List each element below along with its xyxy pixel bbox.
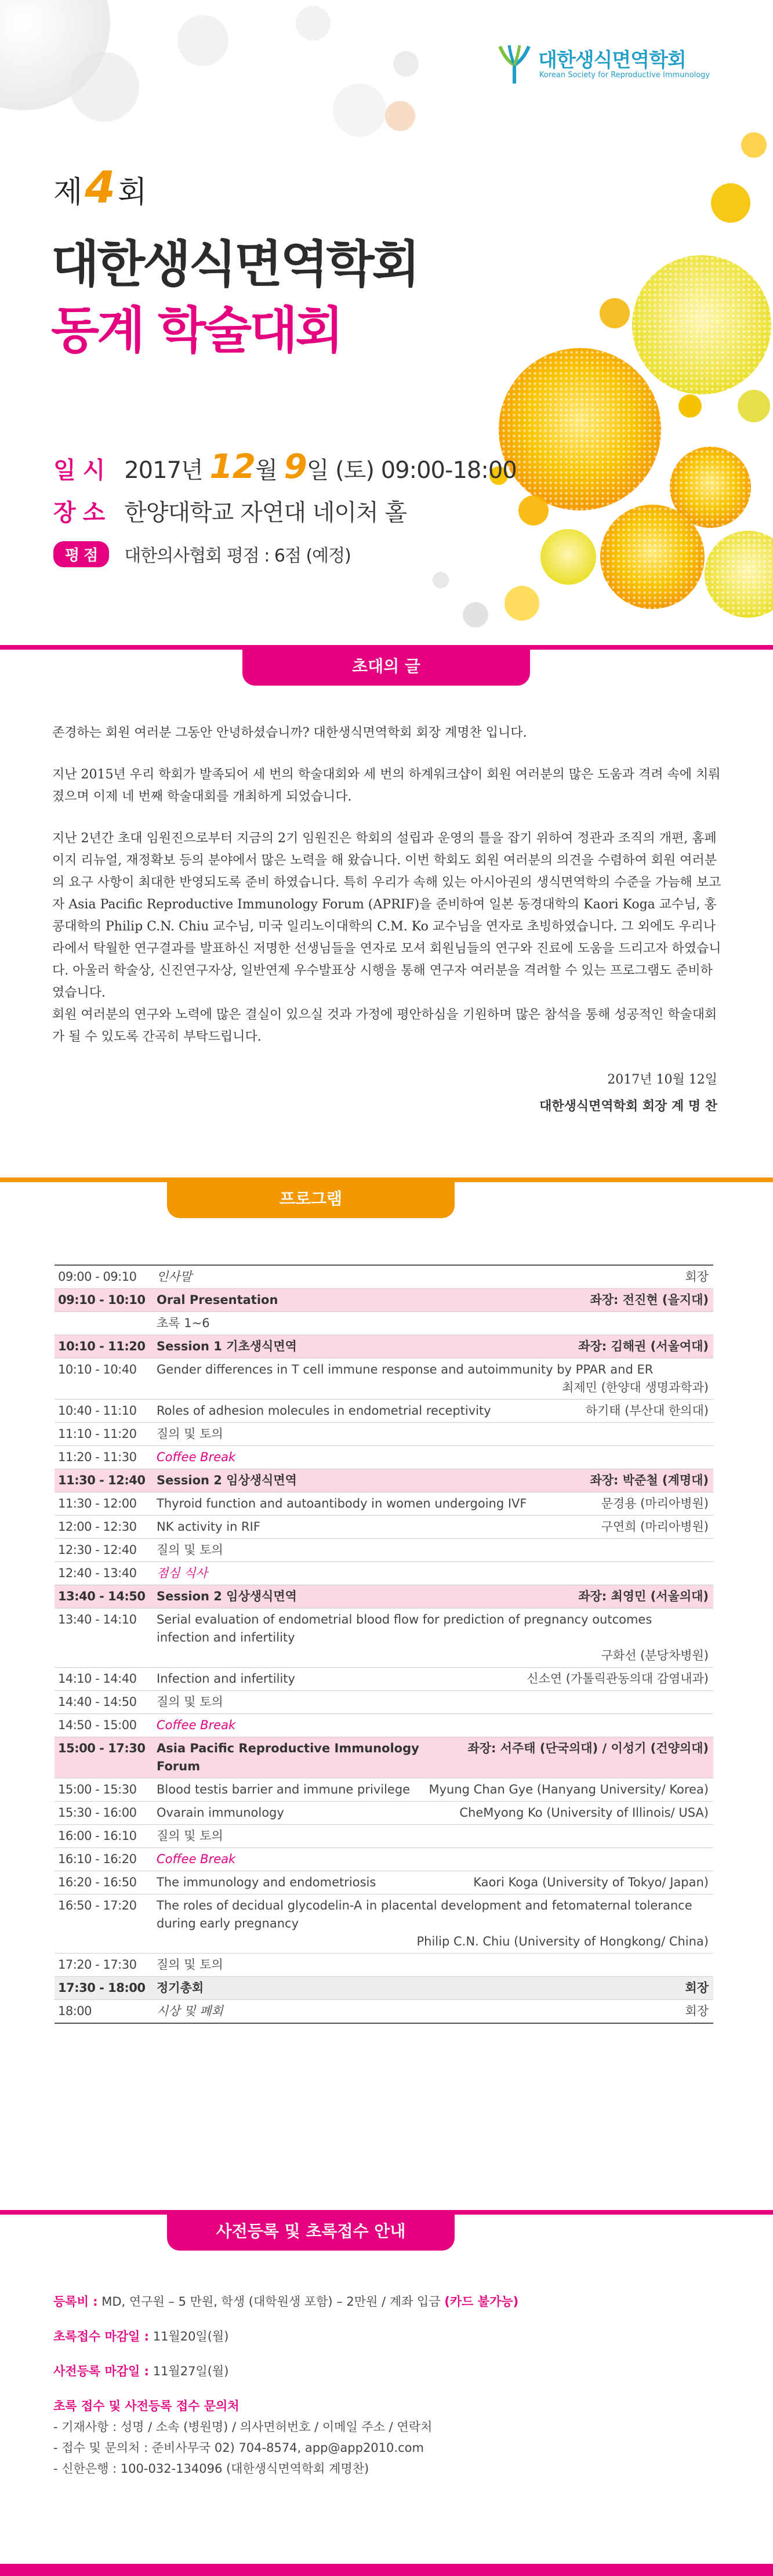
program-row	[55, 1608, 713, 1668]
program-title: Blood testis barrier and immune privilege	[157, 1782, 411, 1796]
program-speaker: Kaori Koga (University of Tokyo/ Japan)	[473, 1875, 709, 1889]
program-row	[55, 1691, 713, 1714]
program-body	[157, 1312, 713, 1335]
logo-mark-icon	[496, 44, 532, 85]
program-speaker-line: 구화선 (분당차병원)	[601, 1649, 709, 1662]
hero-banner	[0, 0, 773, 644]
program-body	[157, 1335, 713, 1358]
program-row	[55, 1562, 713, 1585]
program-title: 인사말	[157, 1270, 192, 1284]
greeting-text	[52, 722, 725, 1048]
program-title: Gender differences in T cell immune response and autoimmunity by PPAR and ER	[157, 1363, 654, 1376]
date-month: 12	[209, 447, 256, 486]
program-table	[55, 1265, 713, 2024]
program-title: Session 1 기초생식면역	[157, 1339, 297, 1353]
program-body	[157, 1562, 713, 1585]
registration-tab: 사전등록 및 초록접수 안내	[167, 2213, 455, 2251]
program-row	[55, 1737, 713, 1778]
date-row	[53, 447, 517, 486]
program-time: 18:00	[58, 2004, 92, 2018]
program-time: 16:50 - 17:20	[58, 1899, 137, 1912]
footer-strip	[0, 2564, 773, 2576]
program-body	[157, 1516, 713, 1538]
program-speaker: 문경용 (마리아병원)	[601, 1497, 709, 1510]
date-year: 2017년	[124, 457, 203, 484]
program-title: Coffee Break	[157, 1852, 236, 1866]
program-row	[55, 1954, 713, 1977]
program-title: 질의 및 토의	[157, 1695, 223, 1709]
greeting-tab: 초대의 글	[242, 648, 530, 686]
program-time: 11:30 - 12:00	[58, 1497, 137, 1510]
program-time: 09:10 - 10:10	[58, 1293, 146, 1307]
program-time: 12:30 - 12:40	[58, 1543, 137, 1557]
program-row	[55, 1585, 713, 1608]
program-row	[55, 1266, 713, 1289]
program-time: 14:50 - 15:00	[58, 1718, 137, 1732]
fee-label: 등록비 :	[53, 2295, 98, 2309]
program-time: 13:40 - 14:50	[58, 1589, 146, 1603]
program-body	[157, 1802, 713, 1824]
program-time: 14:10 - 14:40	[58, 1672, 137, 1686]
program-title: Session 2 임상생식면역	[157, 1473, 297, 1487]
program-title: NK activity in RIF	[157, 1520, 260, 1534]
edition-prefix: 제	[53, 175, 83, 210]
program-row	[55, 1312, 713, 1335]
venue-text: 한양대학교 자연대 네이처 홀	[124, 499, 407, 526]
program-time: 13:40 - 14:10	[58, 1613, 137, 1626]
program-tab: 프로그램	[167, 1181, 455, 1218]
abstract-deadline-line	[53, 2326, 726, 2347]
program-title: Coffee Break	[157, 1450, 236, 1464]
program-body	[157, 1400, 713, 1422]
date-day-unit: 일	[306, 457, 329, 484]
program-row	[55, 1469, 713, 1492]
program-row	[55, 1400, 713, 1423]
program-time: 11:20 - 11:30	[58, 1450, 137, 1464]
score-text: 대한의사협회 평점 : 6점 (예정)	[124, 546, 351, 566]
program-row	[55, 1492, 713, 1516]
program-title: 점심 식사	[157, 1566, 208, 1580]
program-body	[157, 1894, 713, 1953]
score-badge: 평 점	[53, 541, 109, 567]
venue-row	[53, 494, 407, 527]
program-row	[55, 1289, 713, 1312]
date-rest: (토) 09:00-18:00	[335, 457, 517, 484]
program-time: 09:00 - 09:10	[58, 1270, 137, 1284]
program-title: Asia Pacific Reproductive Immunology Forum	[157, 1741, 419, 1773]
program-title: Ovarain immunology	[157, 1806, 284, 1820]
program-title: 질의 및 토의	[157, 1427, 223, 1441]
program-body	[157, 1825, 713, 1847]
program-body	[157, 1871, 713, 1894]
fee-note: (카드 불가능)	[444, 2295, 519, 2309]
program-body	[157, 1446, 713, 1469]
program-speaker: 좌장: 최영민 (서울의대)	[578, 1589, 709, 1603]
program-speaker: 좌장: 전진현 (을지대)	[590, 1293, 709, 1307]
program-row	[55, 1848, 713, 1871]
program-row	[55, 1825, 713, 1848]
edition-suffix: 회	[118, 175, 147, 210]
program-time: 15:00 - 15:30	[58, 1782, 137, 1796]
program-body	[157, 1492, 713, 1515]
program-body	[157, 1539, 713, 1561]
program-speaker: CheMyong Ko (University of Illinois/ USA)	[459, 1806, 709, 1820]
program-time: 10:40 - 11:10	[58, 1404, 137, 1418]
edition-line	[53, 161, 147, 213]
program-body	[157, 1266, 713, 1288]
program-time: 14:40 - 14:50	[58, 1695, 137, 1709]
program-body	[157, 1848, 713, 1871]
program-speaker: 좌장: 서주태 (단국의대) / 이성기 (건양의대)	[467, 1741, 709, 1755]
program-title: Coffee Break	[157, 1718, 236, 1732]
program-speaker-line: 최제민 (한양대 생명과학과)	[562, 1381, 709, 1394]
fee-text: MD, 연구원 – 5 만원, 학생 (대학원생 포함) – 2만원 / 계좌 입금	[97, 2295, 445, 2309]
greeting-date: 2017년 10월 12일	[607, 1073, 717, 1087]
logo-name-ko: 대한생식면역학회	[538, 49, 686, 72]
prereg-deadline-label: 사전등록 마감일 :	[53, 2364, 150, 2378]
program-row	[55, 1802, 713, 1825]
prereg-deadline: 11월27일(월)	[149, 2364, 229, 2378]
program-row	[55, 1539, 713, 1562]
contact-block	[53, 2396, 726, 2479]
title-event: 동계 학술대회	[51, 302, 342, 360]
greeting-paragraph: 회원 여러분의 연구와 노력에 많은 결실이 있으실 것과 가정에 평안하심을 기원하며 많은 참석을 통해 성공적인 학술대회가 될 수 있도록 간곡히 부탁드립니다.	[52, 1008, 717, 1044]
program-body	[157, 1714, 713, 1737]
program-body	[157, 1289, 713, 1311]
program-row	[55, 1894, 713, 1954]
program-title: Session 2 임상생식면역	[157, 1589, 297, 1603]
program-row	[55, 1446, 713, 1469]
program-title: Oral Presentation	[157, 1293, 278, 1307]
program-row	[55, 1778, 713, 1802]
program-body	[157, 1358, 713, 1399]
program-speaker: 회장	[685, 1270, 709, 1284]
edition-number: 4	[85, 161, 116, 213]
program-row	[55, 2000, 713, 2023]
program-time: 10:10 - 10:40	[58, 1363, 137, 1376]
venue-label: 장 소	[53, 499, 105, 526]
program-row	[55, 1714, 713, 1737]
program-time: 16:20 - 16:50	[58, 1875, 137, 1889]
program-body	[157, 1585, 713, 1608]
contact-item: - 신한은행 : 100-032-134096 (대한생식면역학회 계명찬)	[53, 2462, 369, 2476]
program-body	[157, 1954, 713, 1976]
program-row	[55, 1668, 713, 1691]
program-body	[157, 1469, 713, 1492]
program-time: 15:00 - 17:30	[58, 1741, 146, 1755]
program-title: Infection and infertility	[157, 1672, 295, 1686]
program-row	[55, 1423, 713, 1446]
greeting-paragraph: 지난 2015년 우리 학회가 발족되어 세 번의 학술대회와 세 번의 하계워크샵이 회원 여러분의 많은 도움과 격려 속에 치뤄졌으며 이제 네 번째 학술대회를 개최하게 되었습니다.	[52, 767, 721, 804]
program-body	[157, 1778, 713, 1801]
program-speaker: 좌장: 김해권 (서울여대)	[578, 1339, 709, 1353]
program-time: 10:10 - 11:20	[58, 1339, 146, 1353]
program-speaker: 회장	[685, 1981, 709, 1995]
program-title: The roles of decidual glycodelin-A in placental development and fetomaternal tolerance during early pregnancy	[157, 1899, 692, 1930]
program-title: Roles of adhesion molecules in endometrial receptivity	[157, 1404, 491, 1418]
abstract-deadline: 11월20일(월)	[149, 2329, 229, 2343]
program-row	[55, 1335, 713, 1358]
program-time: 15:30 - 16:00	[58, 1806, 137, 1820]
program-speaker-line: Philip C.N. Chiu (University of Hongkong/ China)	[416, 1934, 709, 1948]
program-time: 17:20 - 17:30	[58, 1958, 137, 1972]
title-society: 대한생식면역학회	[51, 236, 418, 294]
program-title: The immunology and endometriosis	[157, 1875, 376, 1889]
greeting-paragraph: 존경하는 회원 여러분 그동안 안녕하셨습니까? 대한생식면역학회 회장 계명찬 입니다.	[52, 726, 527, 740]
program-speaker: 회장	[685, 2004, 709, 2018]
abstract-deadline-label: 초록접수 마감일 :	[53, 2329, 150, 2343]
program-speaker: 신소연 (가톨릭관동의대 감염내과)	[527, 1672, 709, 1686]
program-row	[55, 1358, 713, 1400]
program-body	[157, 1668, 713, 1690]
program-body	[157, 1977, 713, 1999]
contact-item: - 기재사항 : 성명 / 소속 (병원명) / 의사면허번호 / 이메일 주소 / 연락처	[53, 2420, 433, 2434]
date-month-unit: 월	[255, 457, 277, 484]
program-row	[55, 1516, 713, 1539]
greeting-signature: 대한생식면역학회 회장 계 명 찬	[539, 1099, 717, 1114]
prereg-deadline-line	[53, 2361, 726, 2382]
program-title: 초록 1~6	[157, 1316, 210, 1330]
program-time: 11:30 - 12:40	[58, 1473, 146, 1487]
program-title: 시상 및 폐회	[157, 2004, 223, 2018]
program-time: 11:10 - 11:20	[58, 1427, 137, 1441]
date-label: 일 시	[53, 457, 105, 484]
program-speaker: 구연희 (마리아병원)	[601, 1520, 709, 1534]
program-title: Thyroid function and autoantibody in women undergoing IVF	[157, 1497, 527, 1510]
program-body	[157, 1691, 713, 1713]
program-body	[157, 1608, 713, 1667]
program-time: 16:10 - 16:20	[58, 1852, 137, 1866]
program-row	[55, 1871, 713, 1894]
program-title: 질의 및 토의	[157, 1543, 223, 1557]
program-body	[157, 2000, 713, 2023]
society-logo	[496, 41, 740, 93]
date-day: 9	[284, 447, 307, 486]
fee-line	[53, 2291, 726, 2312]
program-title: 질의 및 토의	[157, 1958, 223, 1972]
contact-item: - 접수 및 문의처 : 준비사무국 02) 704-8574, app@app2010.com	[53, 2441, 424, 2455]
logo-name-en: Korean Society for Reproductive Immunology	[539, 71, 710, 79]
program-row	[55, 1977, 713, 2000]
program-time: 12:00 - 12:30	[58, 1520, 137, 1534]
contact-label: 초록 접수 및 사전등록 접수 문의처	[53, 2399, 239, 2413]
greeting-paragraph: 지난 2년간 초대 임원진으로부터 지금의 2기 임원진은 학회의 설립과 운영의 틀을 잡기 위하여 정관과 조직의 개편, 홈페이지 리뉴얼, 재정확보 등의 분야에서 많은 노력을 해 왔습니다. 이번 학회도 회원 여러분의 의견을 수렴하여 회원 여러분의 요구 사항이 최대한 반영되도록 준비 하였습니다. 특히 우리가 속해 있는 아시아권의 생식면역학의 수준을 가늠해 보고자 Asia Pacific Reproductive Immunology Forum (APRIF)을 준비하여 일본 동경대학의 Kaori Koga 교수님, 홍콩대학의 Philip C.N. Chiu 교수님, 미국 일리노이대학의 C.M. Ko 교수님을 연자로 초빙하였습니다. 그 외에도 우리나라에서 탁월한 연구결과를 발표하신 저명한 선생님들을 연자로 모셔 회원님들의 연구와 진료에 도움을 드리고자 하였습니다. 아울러 학술상, 신진연구자상, 일반연제 우수발표상 시행을 통해 연구자 여러분을 격려할 수 있는 프로그램도 준비하였습니다.	[52, 831, 721, 1000]
program-time: 17:30 - 18:00	[58, 1981, 146, 1995]
program-speaker: 하기태 (부산대 한의대)	[585, 1404, 709, 1418]
score-row	[53, 539, 351, 567]
program-title: 정기총회	[157, 1981, 204, 1995]
program-speaker: 좌장: 박준철 (계명대)	[590, 1473, 709, 1487]
program-body	[157, 1737, 713, 1778]
program-time: 12:40 - 13:40	[58, 1566, 137, 1580]
program-time: 16:00 - 16:10	[58, 1829, 137, 1843]
program-title: Serial evaluation of endometrial blood flow for prediction of pregnancy outcomes infection and infertility	[157, 1613, 652, 1644]
program-speaker: Myung Chan Gye (Hanyang University/ Korea)	[429, 1782, 709, 1796]
program-title: 질의 및 토의	[157, 1829, 223, 1843]
program-body	[157, 1423, 713, 1445]
